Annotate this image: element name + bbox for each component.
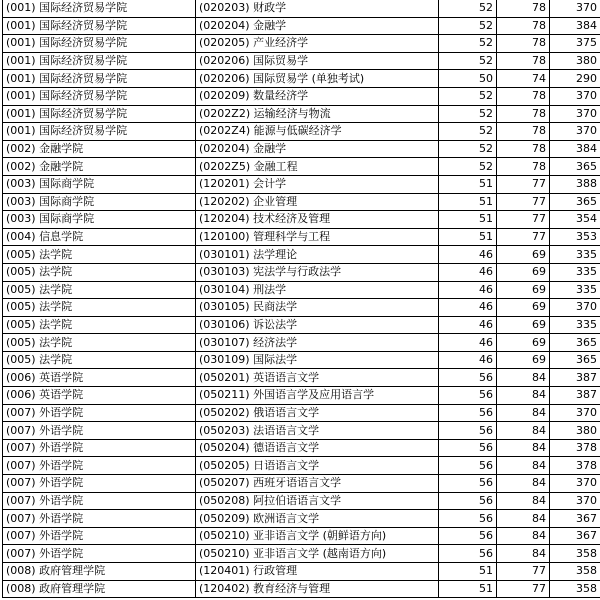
single-subject-150-cell: 84 bbox=[497, 439, 550, 457]
college-cell: (001) 国际经济贸易学院 bbox=[3, 17, 196, 35]
college-cell: (001) 国际经济贸易学院 bbox=[3, 52, 196, 70]
college-cell: (007) 外语学院 bbox=[3, 439, 196, 457]
major-cell: (120100) 管理科学与工程 bbox=[196, 228, 439, 246]
table-row bbox=[3, 158, 600, 176]
table-row bbox=[3, 580, 600, 598]
major-cell: (120401) 行政管理 bbox=[196, 563, 439, 581]
total-score-cell: 367 bbox=[550, 510, 600, 528]
total-score-cell: 387 bbox=[550, 387, 600, 405]
total-score-cell: 365 bbox=[550, 351, 600, 369]
table-row bbox=[3, 475, 600, 493]
total-score-cell: 335 bbox=[550, 246, 600, 264]
single-subject-150-cell: 77 bbox=[497, 193, 550, 211]
single-subject-100-cell: 52 bbox=[439, 158, 497, 176]
major-cell: (020206) 国际贸易学 (单独考试) bbox=[196, 70, 439, 88]
total-score-cell: 380 bbox=[550, 52, 600, 70]
major-cell: (120402) 教育经济与管理 bbox=[196, 580, 439, 598]
total-score-cell: 370 bbox=[550, 123, 600, 141]
college-cell: (007) 外语学院 bbox=[3, 510, 196, 528]
single-subject-150-cell: 78 bbox=[497, 123, 550, 141]
college-cell: (002) 金融学院 bbox=[3, 158, 196, 176]
major-cell: (050203) 法语语言文学 bbox=[196, 422, 439, 440]
major-cell: (050210) 亚非语言文学 (朝鲜语方向) bbox=[196, 527, 439, 545]
single-subject-100-cell: 46 bbox=[439, 263, 497, 281]
single-subject-150-cell: 69 bbox=[497, 246, 550, 264]
table-row bbox=[3, 211, 600, 229]
total-score-cell: 365 bbox=[550, 158, 600, 176]
single-subject-150-cell: 84 bbox=[497, 422, 550, 440]
single-subject-150-cell: 84 bbox=[497, 475, 550, 493]
college-cell: (007) 外语学院 bbox=[3, 492, 196, 510]
total-score-cell: 378 bbox=[550, 439, 600, 457]
table-row bbox=[3, 17, 600, 35]
single-subject-100-cell: 52 bbox=[439, 52, 497, 70]
single-subject-150-cell: 78 bbox=[497, 105, 550, 123]
single-subject-150-cell: 84 bbox=[497, 527, 550, 545]
table-row bbox=[3, 299, 600, 317]
college-cell: (006) 英语学院 bbox=[3, 387, 196, 405]
single-subject-150-cell: 78 bbox=[497, 140, 550, 158]
total-score-cell: 290 bbox=[550, 70, 600, 88]
single-subject-100-cell: 56 bbox=[439, 404, 497, 422]
total-score-cell: 358 bbox=[550, 580, 600, 598]
single-subject-150-cell: 69 bbox=[497, 299, 550, 317]
college-cell: (004) 信息学院 bbox=[3, 228, 196, 246]
table-row bbox=[3, 422, 600, 440]
score-table-body bbox=[3, 0, 600, 598]
single-subject-150-cell: 84 bbox=[497, 457, 550, 475]
major-cell: (050204) 德语语言文学 bbox=[196, 439, 439, 457]
single-subject-150-cell: 78 bbox=[497, 87, 550, 105]
single-subject-100-cell: 56 bbox=[439, 527, 497, 545]
college-cell: (003) 国际商学院 bbox=[3, 193, 196, 211]
major-cell: (050205) 日语语言文学 bbox=[196, 457, 439, 475]
table-row bbox=[3, 193, 600, 211]
single-subject-100-cell: 56 bbox=[439, 439, 497, 457]
major-cell: (050202) 俄语语言文学 bbox=[196, 404, 439, 422]
single-subject-100-cell: 56 bbox=[439, 387, 497, 405]
single-subject-150-cell: 84 bbox=[497, 404, 550, 422]
table-row bbox=[3, 105, 600, 123]
total-score-cell: 367 bbox=[550, 527, 600, 545]
college-cell: (003) 国际商学院 bbox=[3, 175, 196, 193]
table-row bbox=[3, 545, 600, 563]
single-subject-100-cell: 56 bbox=[439, 422, 497, 440]
major-cell: (050211) 外国语言学及应用语言学 bbox=[196, 387, 439, 405]
total-score-cell: 370 bbox=[550, 0, 600, 17]
score-table bbox=[2, 0, 600, 598]
total-score-cell: 365 bbox=[550, 193, 600, 211]
major-cell: (050209) 欧洲语言文学 bbox=[196, 510, 439, 528]
single-subject-150-cell: 84 bbox=[497, 510, 550, 528]
major-cell: (020209) 数量经济学 bbox=[196, 87, 439, 105]
single-subject-100-cell: 51 bbox=[439, 563, 497, 581]
college-cell: (005) 法学院 bbox=[3, 334, 196, 352]
table-row bbox=[3, 263, 600, 281]
college-cell: (007) 外语学院 bbox=[3, 404, 196, 422]
single-subject-100-cell: 46 bbox=[439, 316, 497, 334]
single-subject-150-cell: 77 bbox=[497, 563, 550, 581]
major-cell: (030107) 经济法学 bbox=[196, 334, 439, 352]
major-cell: (030109) 国际法学 bbox=[196, 351, 439, 369]
single-subject-150-cell: 84 bbox=[497, 492, 550, 510]
table-row bbox=[3, 0, 600, 17]
single-subject-100-cell: 56 bbox=[439, 457, 497, 475]
single-subject-150-cell: 84 bbox=[497, 387, 550, 405]
single-subject-150-cell: 77 bbox=[497, 580, 550, 598]
total-score-cell: 370 bbox=[550, 299, 600, 317]
college-cell: (005) 法学院 bbox=[3, 316, 196, 334]
college-cell: (006) 英语学院 bbox=[3, 369, 196, 387]
table-row bbox=[3, 492, 600, 510]
single-subject-100-cell: 52 bbox=[439, 123, 497, 141]
major-cell: (030106) 诉讼法学 bbox=[196, 316, 439, 334]
college-cell: (007) 外语学院 bbox=[3, 475, 196, 493]
total-score-cell: 388 bbox=[550, 175, 600, 193]
single-subject-100-cell: 52 bbox=[439, 35, 497, 53]
table-row bbox=[3, 228, 600, 246]
college-cell: (008) 政府管理学院 bbox=[3, 580, 196, 598]
college-cell: (001) 国际经济贸易学院 bbox=[3, 0, 196, 17]
single-subject-150-cell: 78 bbox=[497, 17, 550, 35]
major-cell: (050210) 亚非语言文学 (越南语方向) bbox=[196, 545, 439, 563]
total-score-cell: 358 bbox=[550, 545, 600, 563]
table-row bbox=[3, 404, 600, 422]
major-cell: (0202Z5) 金融工程 bbox=[196, 158, 439, 176]
single-subject-100-cell: 56 bbox=[439, 492, 497, 510]
table-row bbox=[3, 387, 600, 405]
total-score-cell: 384 bbox=[550, 140, 600, 158]
total-score-cell: 370 bbox=[550, 492, 600, 510]
college-cell: (001) 国际经济贸易学院 bbox=[3, 105, 196, 123]
major-cell: (020204) 金融学 bbox=[196, 17, 439, 35]
total-score-cell: 365 bbox=[550, 334, 600, 352]
college-cell: (005) 法学院 bbox=[3, 351, 196, 369]
single-subject-100-cell: 50 bbox=[439, 70, 497, 88]
college-cell: (007) 外语学院 bbox=[3, 527, 196, 545]
major-cell: (020205) 产业经济学 bbox=[196, 35, 439, 53]
major-cell: (020204) 金融学 bbox=[196, 140, 439, 158]
single-subject-100-cell: 51 bbox=[439, 193, 497, 211]
table-row bbox=[3, 457, 600, 475]
total-score-cell: 370 bbox=[550, 87, 600, 105]
total-score-cell: 353 bbox=[550, 228, 600, 246]
single-subject-150-cell: 77 bbox=[497, 228, 550, 246]
table-row bbox=[3, 439, 600, 457]
total-score-cell: 375 bbox=[550, 35, 600, 53]
college-cell: (003) 国际商学院 bbox=[3, 211, 196, 229]
college-cell: (001) 国际经济贸易学院 bbox=[3, 35, 196, 53]
single-subject-100-cell: 52 bbox=[439, 87, 497, 105]
single-subject-100-cell: 46 bbox=[439, 334, 497, 352]
major-cell: (030105) 民商法学 bbox=[196, 299, 439, 317]
total-score-cell: 335 bbox=[550, 316, 600, 334]
college-cell: (005) 法学院 bbox=[3, 281, 196, 299]
single-subject-150-cell: 78 bbox=[497, 52, 550, 70]
table-row bbox=[3, 35, 600, 53]
college-cell: (001) 国际经济贸易学院 bbox=[3, 70, 196, 88]
table-row bbox=[3, 140, 600, 158]
table-row bbox=[3, 334, 600, 352]
single-subject-150-cell: 84 bbox=[497, 545, 550, 563]
total-score-cell: 378 bbox=[550, 457, 600, 475]
major-cell: (030104) 刑法学 bbox=[196, 281, 439, 299]
college-cell: (008) 政府管理学院 bbox=[3, 563, 196, 581]
college-cell: (005) 法学院 bbox=[3, 263, 196, 281]
single-subject-100-cell: 51 bbox=[439, 175, 497, 193]
single-subject-100-cell: 46 bbox=[439, 281, 497, 299]
total-score-cell: 370 bbox=[550, 404, 600, 422]
single-subject-150-cell: 77 bbox=[497, 211, 550, 229]
table-row bbox=[3, 369, 600, 387]
single-subject-150-cell: 78 bbox=[497, 0, 550, 17]
single-subject-100-cell: 46 bbox=[439, 351, 497, 369]
major-cell: (120202) 企业管理 bbox=[196, 193, 439, 211]
major-cell: (120204) 技术经济及管理 bbox=[196, 211, 439, 229]
single-subject-100-cell: 56 bbox=[439, 510, 497, 528]
score-sheet bbox=[2, 0, 600, 598]
single-subject-100-cell: 46 bbox=[439, 299, 497, 317]
major-cell: (050207) 西班牙语语言文学 bbox=[196, 475, 439, 493]
single-subject-100-cell: 52 bbox=[439, 140, 497, 158]
college-cell: (007) 外语学院 bbox=[3, 457, 196, 475]
major-cell: (030101) 法学理论 bbox=[196, 246, 439, 264]
major-cell: (020203) 财政学 bbox=[196, 0, 439, 17]
total-score-cell: 387 bbox=[550, 369, 600, 387]
single-subject-100-cell: 51 bbox=[439, 580, 497, 598]
total-score-cell: 354 bbox=[550, 211, 600, 229]
total-score-cell: 335 bbox=[550, 263, 600, 281]
major-cell: (120201) 会计学 bbox=[196, 175, 439, 193]
single-subject-150-cell: 78 bbox=[497, 35, 550, 53]
college-cell: (007) 外语学院 bbox=[3, 545, 196, 563]
single-subject-100-cell: 52 bbox=[439, 17, 497, 35]
single-subject-150-cell: 78 bbox=[497, 158, 550, 176]
total-score-cell: 370 bbox=[550, 475, 600, 493]
single-subject-100-cell: 56 bbox=[439, 545, 497, 563]
single-subject-150-cell: 74 bbox=[497, 70, 550, 88]
total-score-cell: 370 bbox=[550, 105, 600, 123]
college-cell: (007) 外语学院 bbox=[3, 422, 196, 440]
single-subject-100-cell: 56 bbox=[439, 475, 497, 493]
single-subject-100-cell: 56 bbox=[439, 369, 497, 387]
major-cell: (050201) 英语语言文学 bbox=[196, 369, 439, 387]
major-cell: (020206) 国际贸易学 bbox=[196, 52, 439, 70]
total-score-cell: 384 bbox=[550, 17, 600, 35]
single-subject-100-cell: 46 bbox=[439, 246, 497, 264]
table-row bbox=[3, 281, 600, 299]
table-row bbox=[3, 316, 600, 334]
single-subject-150-cell: 69 bbox=[497, 263, 550, 281]
single-subject-150-cell: 69 bbox=[497, 351, 550, 369]
single-subject-100-cell: 52 bbox=[439, 0, 497, 17]
single-subject-150-cell: 69 bbox=[497, 316, 550, 334]
college-cell: (005) 法学院 bbox=[3, 299, 196, 317]
single-subject-150-cell: 69 bbox=[497, 281, 550, 299]
table-row bbox=[3, 123, 600, 141]
college-cell: (005) 法学院 bbox=[3, 246, 196, 264]
single-subject-150-cell: 69 bbox=[497, 334, 550, 352]
single-subject-100-cell: 51 bbox=[439, 228, 497, 246]
single-subject-150-cell: 77 bbox=[497, 175, 550, 193]
table-row bbox=[3, 70, 600, 88]
total-score-cell: 358 bbox=[550, 563, 600, 581]
total-score-cell: 380 bbox=[550, 422, 600, 440]
table-row bbox=[3, 510, 600, 528]
table-row bbox=[3, 563, 600, 581]
college-cell: (002) 金融学院 bbox=[3, 140, 196, 158]
total-score-cell: 335 bbox=[550, 281, 600, 299]
table-row bbox=[3, 52, 600, 70]
major-cell: (0202Z4) 能源与低碳经济学 bbox=[196, 123, 439, 141]
table-row bbox=[3, 175, 600, 193]
major-cell: (0202Z2) 运输经济与物流 bbox=[196, 105, 439, 123]
table-row bbox=[3, 351, 600, 369]
single-subject-100-cell: 52 bbox=[439, 105, 497, 123]
college-cell: (001) 国际经济贸易学院 bbox=[3, 87, 196, 105]
single-subject-100-cell: 51 bbox=[439, 211, 497, 229]
table-row bbox=[3, 527, 600, 545]
table-row bbox=[3, 87, 600, 105]
major-cell: (030103) 宪法学与行政法学 bbox=[196, 263, 439, 281]
table-row bbox=[3, 246, 600, 264]
college-cell: (001) 国际经济贸易学院 bbox=[3, 123, 196, 141]
single-subject-150-cell: 84 bbox=[497, 369, 550, 387]
major-cell: (050208) 阿拉伯语语言文学 bbox=[196, 492, 439, 510]
